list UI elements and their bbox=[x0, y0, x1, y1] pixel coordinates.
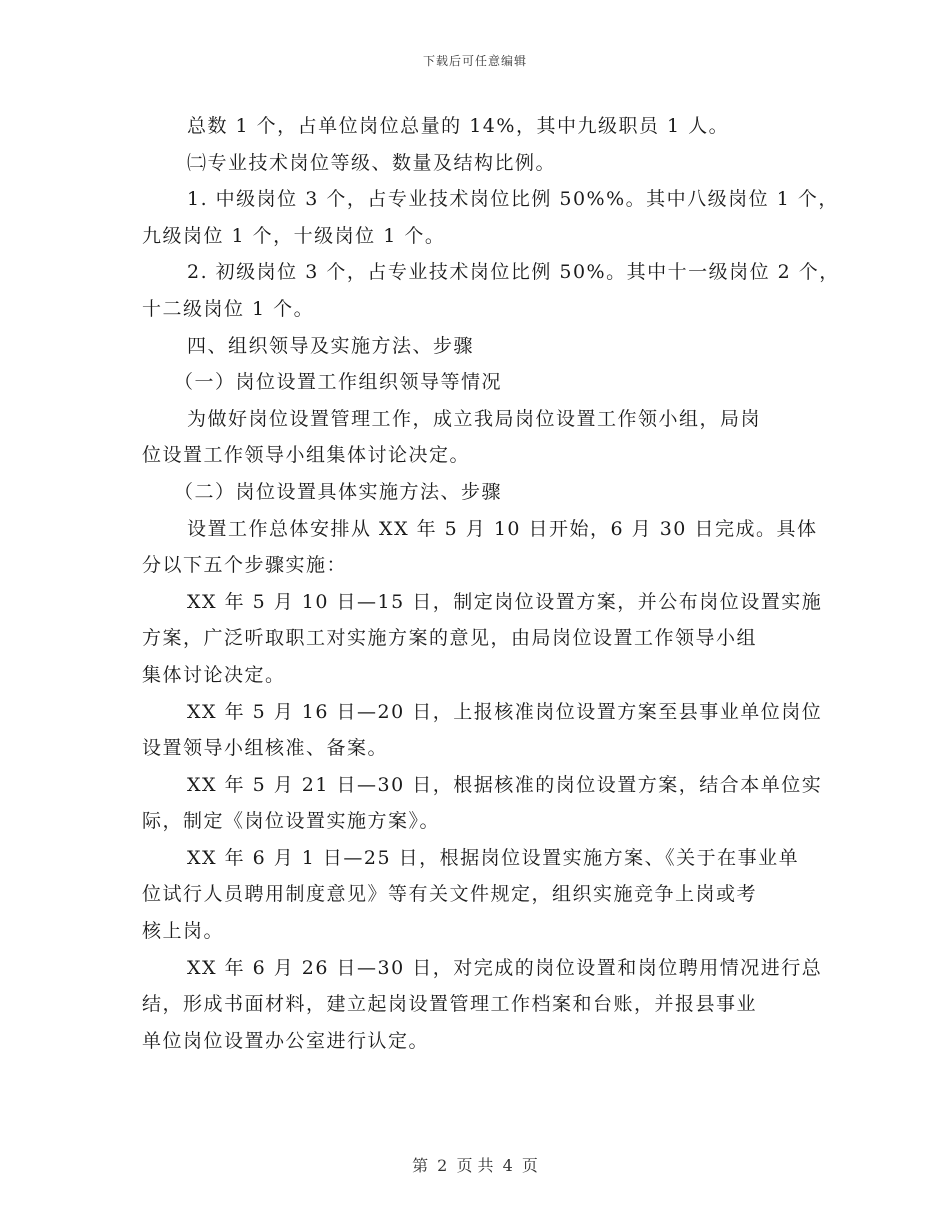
page-footer bbox=[0, 1153, 950, 1176]
paragraph-line: 总数 1 个，占单位岗位总量的 14%，其中九级职员 1 人。 bbox=[187, 115, 730, 137]
section-heading: 四、组织领导及实施方法、步骤 bbox=[187, 334, 475, 357]
paragraph-line: 为做好岗位设置管理工作，成立我局岗位设置工作领小组，局岗 bbox=[187, 407, 762, 430]
subsection-heading: （二）岗位设置具体实施方法、步骤 bbox=[174, 480, 503, 503]
paragraph-line: XX 年 6 月 1 日—25 日，根据岗位设置实施方案、《关于在事业单 bbox=[187, 846, 800, 869]
paragraph-line: 1. 中级岗位 3 个，占专业技术岗位比例 50%%。其中八级岗位 1 个， bbox=[187, 188, 839, 211]
paragraph-line: 位试行人员聘用制度意见》等有关文件规定，组织实施竞争上岗或考 bbox=[142, 883, 758, 906]
paragraph-line: 分以下五个步骤实施： bbox=[142, 554, 348, 577]
paragraph-line: 位设置工作领导小组集体讨论决定。 bbox=[142, 444, 471, 467]
paragraph-line: XX 年 5 月 21 日—30 日，根据核准的岗位设置方案，结合本单位实 bbox=[187, 773, 823, 796]
paragraph-line: 九级岗位 1 个，十级岗位 1 个。 bbox=[142, 224, 446, 247]
subsection-heading: （一）岗位设置工作组织领导等情况 bbox=[174, 371, 503, 394]
section-heading: ㈡专业技术岗位等级、数量及结构比例。 bbox=[187, 151, 557, 174]
paragraph-line: 单位岗位设置办公室进行认定。 bbox=[142, 1029, 430, 1052]
paragraph-line: 设置领导小组核准、备案。 bbox=[142, 737, 389, 760]
paragraph-line: 2. 初级岗位 3 个，占专业技术岗位比例 50%。其中十一级岗位 2 个， bbox=[187, 261, 840, 284]
page-total: 4 bbox=[502, 1156, 513, 1175]
paragraph-line: 集体讨论决定。 bbox=[142, 663, 286, 686]
paragraph-line: XX 年 5 月 16 日—20 日，上报核准岗位设置方案至县事业单位岗位 bbox=[187, 700, 823, 723]
page-number: 2 bbox=[437, 1156, 448, 1175]
paragraph-line: 方案，广泛听取职工对实施方案的意见，由局岗位设置工作领导小组 bbox=[142, 627, 758, 650]
paragraph-line: 十二级岗位 1 个。 bbox=[142, 297, 315, 320]
paragraph-line: XX 年 5 月 10 日—15 日，制定岗位设置方案，并公布岗位设置实施 bbox=[187, 590, 823, 613]
page-footer-prefix: 第 bbox=[412, 1156, 429, 1175]
page-header: 下载后可任意编辑 bbox=[422, 54, 527, 68]
paragraph-line: 核上岗。 bbox=[142, 920, 225, 943]
paragraph-line: 结，形成书面材料，建立起岗设置管理工作档案和台账，并报县事业 bbox=[142, 993, 758, 1016]
page-footer-middle: 页 共 bbox=[456, 1156, 494, 1175]
document-body bbox=[142, 108, 840, 1059]
page-footer-suffix: 页 bbox=[521, 1156, 538, 1175]
paragraph-line: 际，制定《岗位设置实施方案》。 bbox=[142, 810, 441, 833]
paragraph-line: 设置工作总体安排从 XX 年 5 月 10 日开始，6 月 30 日完成。具体 bbox=[187, 517, 818, 540]
paragraph-line: XX 年 6 月 26 日—30 日，对完成的岗位设置和岗位聘用情况进行总 bbox=[187, 956, 823, 979]
